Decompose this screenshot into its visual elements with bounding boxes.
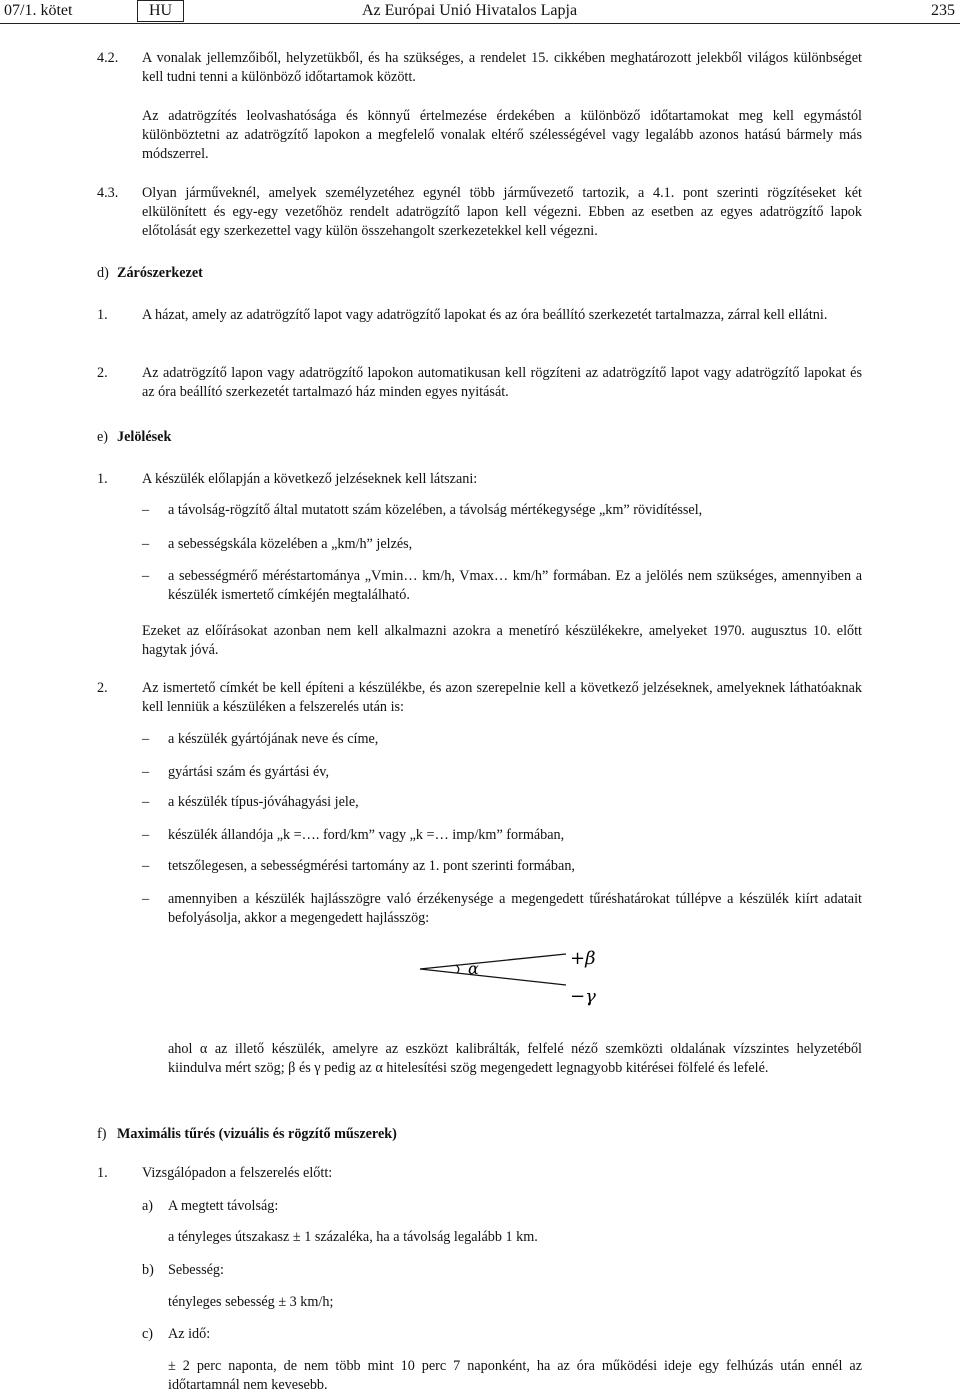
lower-angle-line bbox=[420, 969, 566, 985]
paragraph-text: Az ismertető címkét be kell építeni a készülékbe, és azon szerepelnie kell a következő jelzéseknek, amelyeknek láthatóaknak kell lenniük a készüléken a felszerelés után is: bbox=[142, 680, 862, 715]
item-number: 1. bbox=[97, 1165, 108, 1181]
journal-title: Az Európai Unió Hivatalos Lapja bbox=[362, 2, 578, 19]
paragraph-text: Vizsgálópadon a felszerelés előtt: bbox=[142, 1165, 333, 1181]
subitem-text: ± 2 perc naponta, de nem több mint 10 perc 7 naponként, ha az óra működési ideje egy felhúzás után ennél az időtartamnál nem kevesebb. bbox=[168, 1358, 862, 1393]
language-badge: HU bbox=[137, 0, 184, 22]
list-dash: – bbox=[142, 731, 150, 747]
item-number: 2. bbox=[97, 365, 108, 381]
alpha-label: α bbox=[468, 959, 479, 978]
list-item: készülék állandója „k =…. ford/km” vagy „k =… imp/km” formában, bbox=[168, 827, 565, 843]
subitem-label: c) bbox=[142, 1326, 154, 1342]
list-dash: – bbox=[142, 858, 150, 874]
subitem-text: a tényleges útszakasz ± 1 százaléka, ha a távolság legalább 1 km. bbox=[168, 1229, 538, 1245]
paragraph-text: A házat, amely az adatrögzítő lapot vagy adatrögzítő lapokat és az óra beállító szerkezetét tartalmazza, zárral kell ellátni. bbox=[142, 307, 828, 323]
section-heading: Maximális tűrés (vizuális és rögzítő műszerek) bbox=[117, 1126, 397, 1142]
paragraph-text: Olyan járműveknél, amelyek személyzetéhez egynél több járművezető tartozik, a 4.1. pont szerinti rögzítéseket két elkülönített és egy-egy vezetőhöz rendelt adatrögzítő lapon kell végezni. Ebben az esetben az egyes adatrögzítő lapok előtolását egy szerkezettel vagy külön összehangolt szerkezetekkel kell végezni. bbox=[142, 185, 862, 239]
tilt-angle-figure bbox=[416, 940, 606, 1010]
item-number: 2. bbox=[97, 680, 108, 696]
list-item: a távolság-rögzítő által mutatott szám közelében, a távolság mértékegysége „km” rövidítéssel, bbox=[168, 502, 703, 518]
list-item: tetszőlegesen, a sebességmérési tartomány az 1. pont szerinti formában, bbox=[168, 858, 575, 874]
paragraph-text: Az adatrögzítés leolvashatósága és könnyű értelmezése érdekében a különböző időtartamokat meg kell egymástól különböztetni az adatrögzítő lapokon a megfelelő vonalak eltérő szélességével vagy legalább azonos hatású bármely más módszerrel. bbox=[142, 108, 862, 162]
item-number: 1. bbox=[97, 471, 108, 487]
section-letter: d) bbox=[97, 265, 109, 281]
paragraph-text: Ezeket az előírásokat azonban nem kell alkalmazni azokra a menetíró készülékekre, amelyeket 1970. augusztus 10. előtt hagytak jóvá. bbox=[142, 623, 862, 658]
list-item: a sebességmérő méréstartománya „Vmin… km/h, Vmax… km/h” formában. Ez a jelölés nem szükséges, amennyiben a készülék ismertető címkéjén megtalálható. bbox=[168, 568, 862, 603]
paragraph-text: ahol α az illető készülék, amelyre az eszközt kalibrálták, felfelé néző szemközti oldalának vízszintes helyzetéből kiindulva mért szög; β és γ pedig az α hitelesítési szög megengedett legnagyobb kitérései fölfelé és lefelé. bbox=[168, 1041, 862, 1076]
list-dash: – bbox=[142, 891, 150, 907]
section-letter: f) bbox=[97, 1126, 107, 1142]
header-rule bbox=[0, 23, 960, 24]
paragraph-text: A vonalak jellemzőiből, helyzetükből, és ha szükséges, a rendelet 15. cikkében meghatározott jelekből világos különbséget kell tudni tenni a különböző időtartamok között. bbox=[142, 50, 862, 85]
subitem-title: Az idő: bbox=[168, 1326, 211, 1342]
beta-label: +β bbox=[570, 948, 596, 969]
paragraph-number: 4.3. bbox=[97, 185, 119, 201]
paragraph-number: 4.2. bbox=[97, 50, 119, 66]
section-heading: Jelölések bbox=[117, 429, 172, 445]
paragraph-text: Az adatrögzítő lapon vagy adatrögzítő lapokon automatikusan kell rögzíteni az adatrögzítő lapot vagy adatrögzítő lapokat és az óra beállító szerkezetét tartalmazó ház minden egyes nyitását. bbox=[142, 365, 862, 400]
list-dash: – bbox=[142, 568, 150, 584]
list-dash: – bbox=[142, 827, 150, 843]
list-item: a készülék gyártójának neve és címe, bbox=[168, 731, 379, 747]
list-dash: – bbox=[142, 536, 150, 552]
list-dash: – bbox=[142, 794, 150, 810]
page-number: 235 bbox=[931, 2, 955, 19]
list-item: a készülék típus-jóváhagyási jele, bbox=[168, 794, 359, 810]
item-number: 1. bbox=[97, 307, 108, 323]
edition-label: 07/1. kötet bbox=[4, 2, 73, 19]
subitem-label: b) bbox=[142, 1262, 154, 1278]
list-item: a sebességskála közelében a „km/h” jelzés, bbox=[168, 536, 413, 552]
upper-angle-line bbox=[420, 954, 566, 969]
section-heading: Zárószerkezet bbox=[117, 265, 203, 281]
section-letter: e) bbox=[97, 429, 109, 445]
subitem-text: tényleges sebesség ± 3 km/h; bbox=[168, 1294, 334, 1310]
paragraph-text: A készülék előlapján a következő jelzéseknek kell látszani: bbox=[142, 471, 478, 487]
angle-arc bbox=[456, 965, 459, 973]
subitem-title: Sebesség: bbox=[168, 1262, 224, 1278]
list-item: gyártási szám és gyártási év, bbox=[168, 764, 329, 780]
subitem-label: a) bbox=[142, 1198, 154, 1214]
subitem-title: A megtett távolság: bbox=[168, 1198, 279, 1214]
gamma-label: −γ bbox=[570, 986, 596, 1007]
page-header bbox=[0, 0, 960, 24]
list-dash: – bbox=[142, 502, 150, 518]
list-dash: – bbox=[142, 764, 150, 780]
list-item: amennyiben a készülék hajlásszögre való érzékenysége a megengedett tűréshatárokat túllépve a készülék kiírt adatait befolyásolja, akkor a megengedett hajlásszög: bbox=[168, 891, 862, 926]
